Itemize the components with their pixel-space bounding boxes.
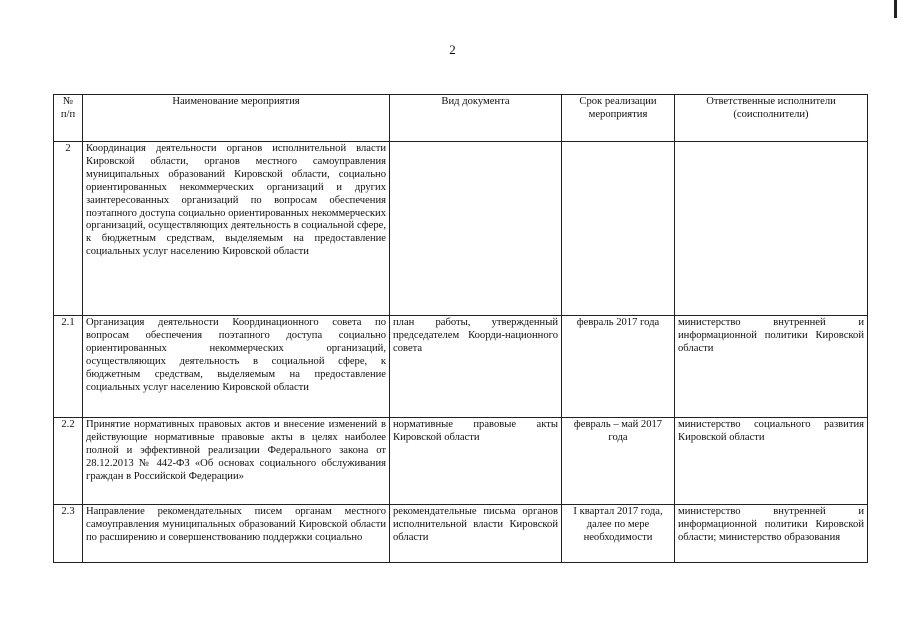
- scan-edge-mark: [894, 0, 897, 18]
- row-responsible: [675, 142, 868, 316]
- row-number: 2.2: [54, 418, 83, 505]
- row-term: февраль – май 2017 года: [562, 418, 675, 505]
- col-header-number: № п/п: [54, 95, 83, 142]
- page-number: 2: [449, 42, 456, 57]
- col-header-responsible: Ответственные исполнители (соисполнители): [675, 95, 868, 142]
- row-name: Принятие нормативных правовых актов и внесение изменений в действующие нормативные правовые акты в целях наиболее полной и эффективной реализации Федерального закона от 28.12.2013 № 442-ФЗ «Об основах социального обслуживания граждан в Российской Федерации»: [83, 418, 390, 505]
- table-row: [54, 418, 868, 505]
- row-term: [562, 142, 675, 316]
- table-row: [54, 505, 868, 563]
- row-responsible: министерство социального развития Кировской области: [675, 418, 868, 505]
- row-document: нормативные правовые акты Кировской области: [390, 418, 562, 505]
- row-responsible: министерство внутренней и информационной политики Кировской области; министерство образования: [675, 505, 868, 563]
- col-header-term: Срок реализации мероприятия: [562, 95, 675, 142]
- row-document: рекомендательные письма органов исполнительной власти Кировской области: [390, 505, 562, 563]
- table-row: [54, 142, 868, 316]
- row-responsible: министерство внутренней и информационной политики Кировской области: [675, 316, 868, 418]
- col-header-name: Наименование мероприятия: [83, 95, 390, 142]
- row-name: Организация деятельности Координационного совета по вопросам обеспечения поэтапного доступа социально ориентированных некоммерческих организаций, осуществляющих деятельность в социальной сфере, к бюджетным средствам, выделяемым на предоставление социальных услуг населению Кировской области: [83, 316, 390, 418]
- row-name: Направление рекомендательных писем органам местного самоуправления муниципальных образований Кировской области по расширению и совершенствованию поддержки социально: [83, 505, 390, 563]
- row-number: 2: [54, 142, 83, 316]
- action-plan-table: [53, 94, 868, 563]
- row-document: [390, 142, 562, 316]
- row-term: I квартал 2017 года, далее по мере необходимости: [562, 505, 675, 563]
- row-number: 2.3: [54, 505, 83, 563]
- row-term: февраль 2017 года: [562, 316, 675, 418]
- row-number: 2.1: [54, 316, 83, 418]
- row-name: Координация деятельности органов исполнительной власти Кировской области, органов местного самоуправления муниципальных образований Кировской области, социально ориентированных некоммерческих организаций и других заинтересованных организаций по вопросам обеспечения поэтапного доступа социально ориентированных некоммерческих организаций, осуществляющих деятельность в социальной сфере, к бюджетным средствам, выделяемым на предоставление социальных услуг населению Кировской области: [83, 142, 390, 316]
- table-row: [54, 316, 868, 418]
- table-header-row: [54, 95, 868, 142]
- col-header-document: Вид документа: [390, 95, 562, 142]
- row-document: план работы, утвержденный председателем Коорди-национного совета: [390, 316, 562, 418]
